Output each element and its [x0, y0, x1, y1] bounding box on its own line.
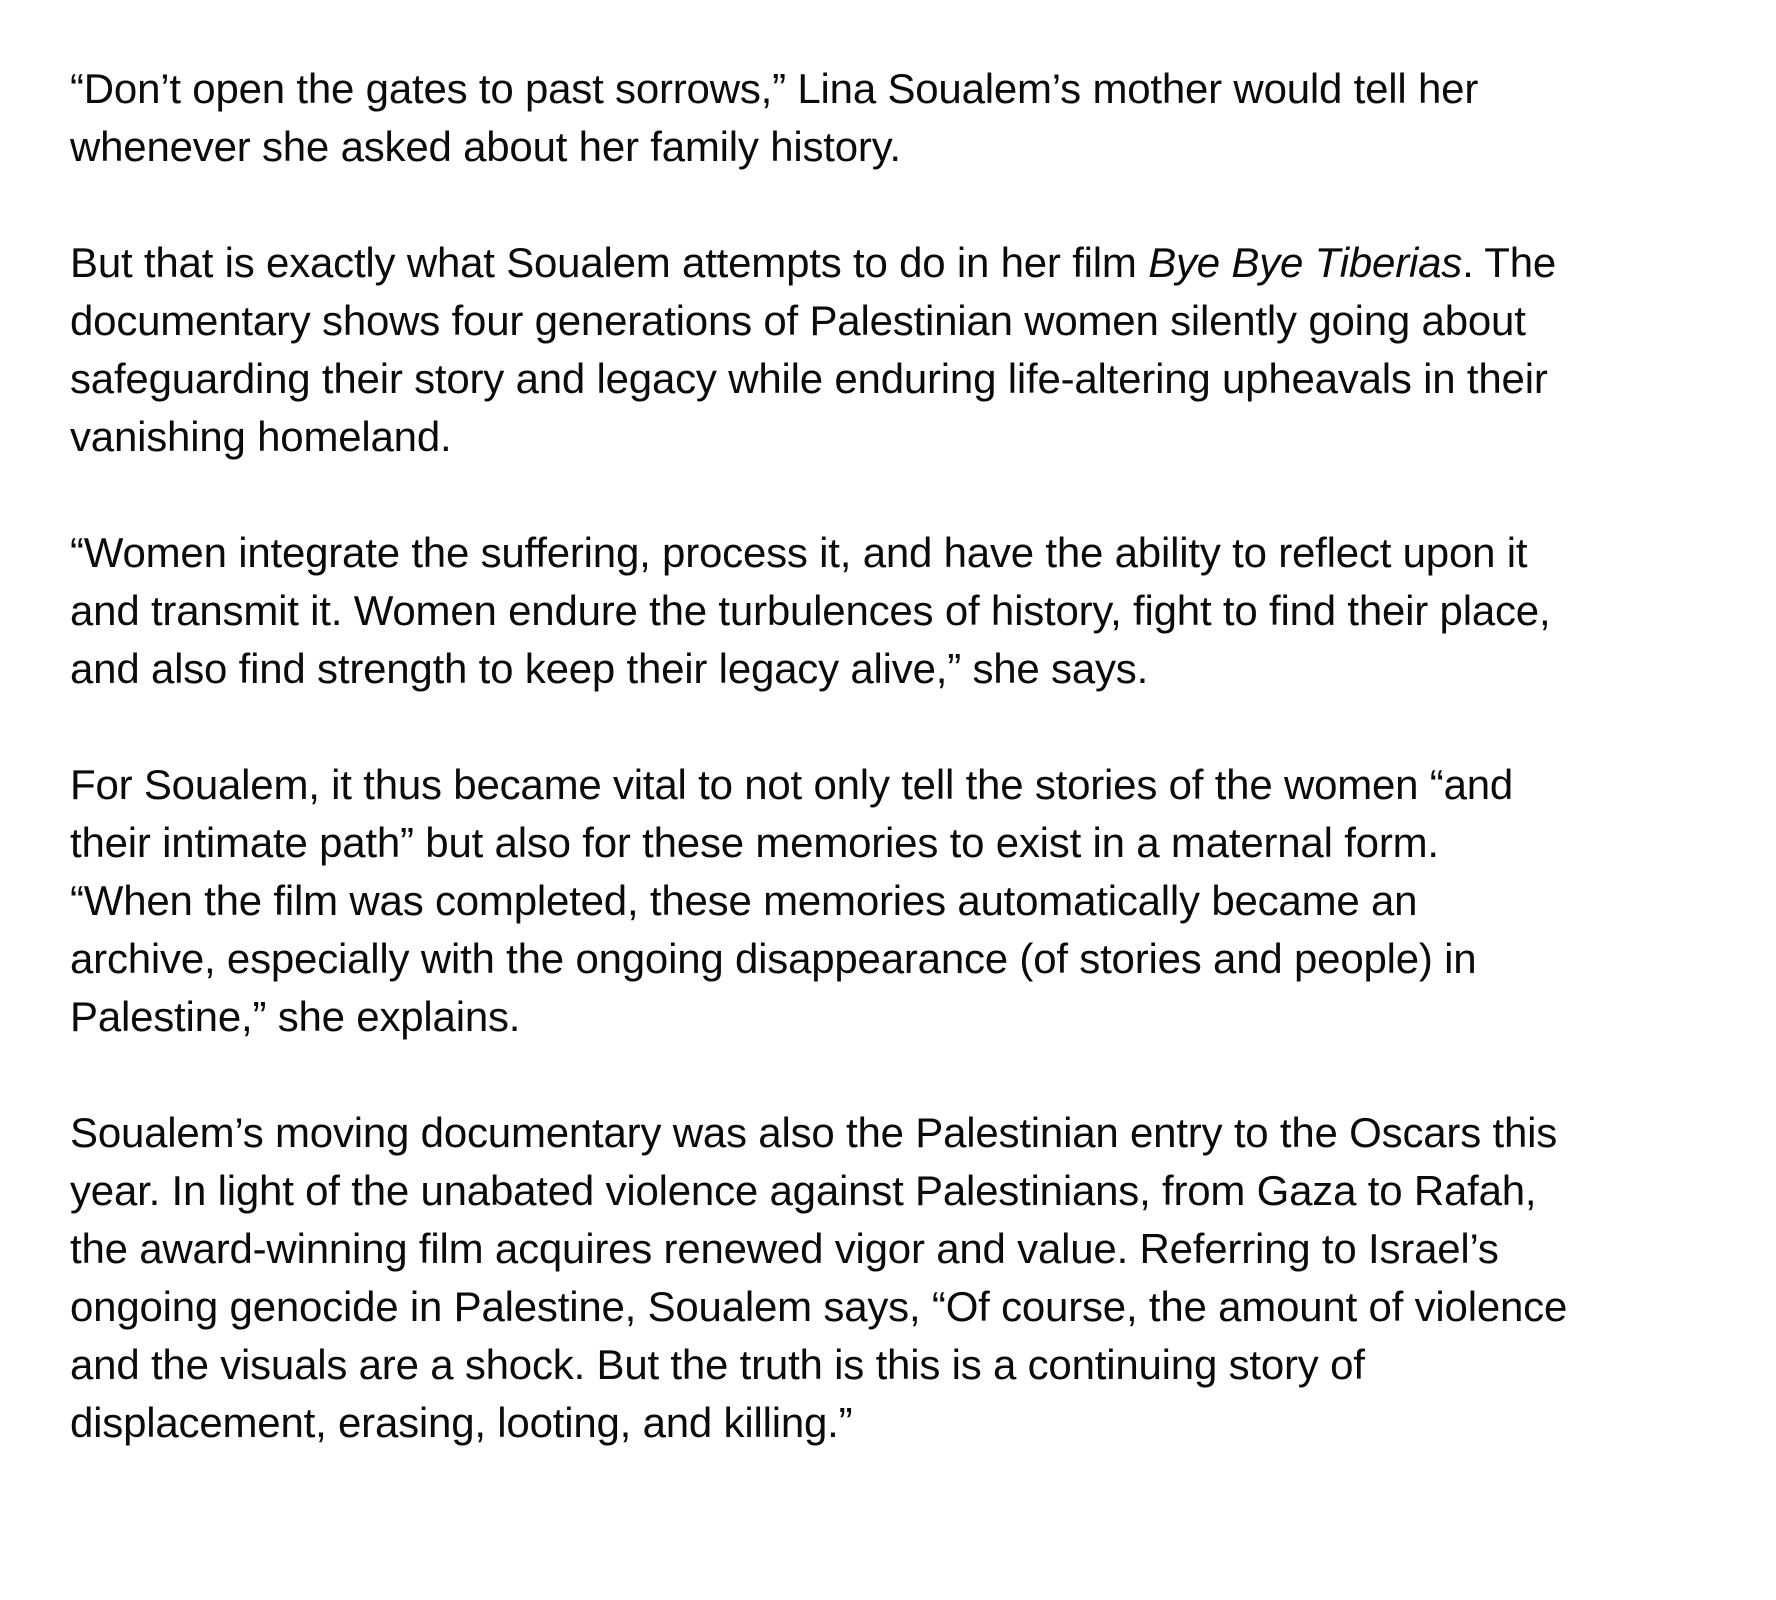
line-text: . The: [1462, 239, 1557, 286]
paragraph-line: whenever she asked about her family history.: [70, 123, 901, 170]
paragraph-line: safeguarding their story and legacy while enduring life-altering upheavals in their: [70, 355, 1548, 402]
paragraph-line: For Soualem, it thus became vital to not only tell the stories of the women “and: [70, 761, 1514, 808]
paragraph-line: the award-winning film acquires renewed vigor and value. Referring to Israel’s: [70, 1225, 1499, 1272]
paragraph-line: archive, especially with the ongoing disappearance (of stories and people) in: [70, 935, 1477, 982]
paragraph-line: ongoing genocide in Palestine, Soualem says, “Of course, the amount of violence: [70, 1283, 1568, 1330]
paragraph-line: Soualem’s moving documentary was also the Palestinian entry to the Oscars this: [70, 1109, 1558, 1156]
line-text: But that is exactly what Soualem attempts to do in her film: [70, 239, 1149, 286]
paragraph: [70, 756, 1750, 1046]
paragraph: [70, 1104, 1750, 1452]
paragraph-line: “When the film was completed, these memories automatically became an: [70, 877, 1418, 924]
paragraph: [70, 60, 1750, 176]
paragraph-line: and transmit it. Women endure the turbulences of history, fight to find their place,: [70, 587, 1551, 634]
paragraph-line: Palestine,” she explains.: [70, 993, 521, 1040]
paragraph-line: and also find strength to keep their legacy alive,” she says.: [70, 645, 1149, 692]
article-body: [70, 60, 1750, 1510]
paragraph-line: their intimate path” but also for these memories to exist in a maternal form.: [70, 819, 1439, 866]
paragraph-line: documentary shows four generations of Palestinian women silently going about: [70, 297, 1526, 344]
paragraph: [70, 524, 1750, 698]
paragraph-line: “Don’t open the gates to past sorrows,” Lina Soualem’s mother would tell her: [70, 65, 1479, 112]
paragraph-line: vanishing homeland.: [70, 413, 452, 460]
paragraph-line: displacement, erasing, looting, and killing.”: [70, 1399, 853, 1446]
paragraph-line: [70, 234, 1750, 292]
paragraph-line: year. In light of the unabated violence against Palestinians, from Gaza to Rafah,: [70, 1167, 1537, 1214]
paragraph: [70, 234, 1750, 466]
paragraph-line: and the visuals are a shock. But the truth is this is a continuing story of: [70, 1341, 1365, 1388]
paragraph-line: “Women integrate the suffering, process it, and have the ability to reflect upon it: [70, 529, 1528, 576]
film-title: Bye Bye Tiberias: [1148, 239, 1463, 286]
